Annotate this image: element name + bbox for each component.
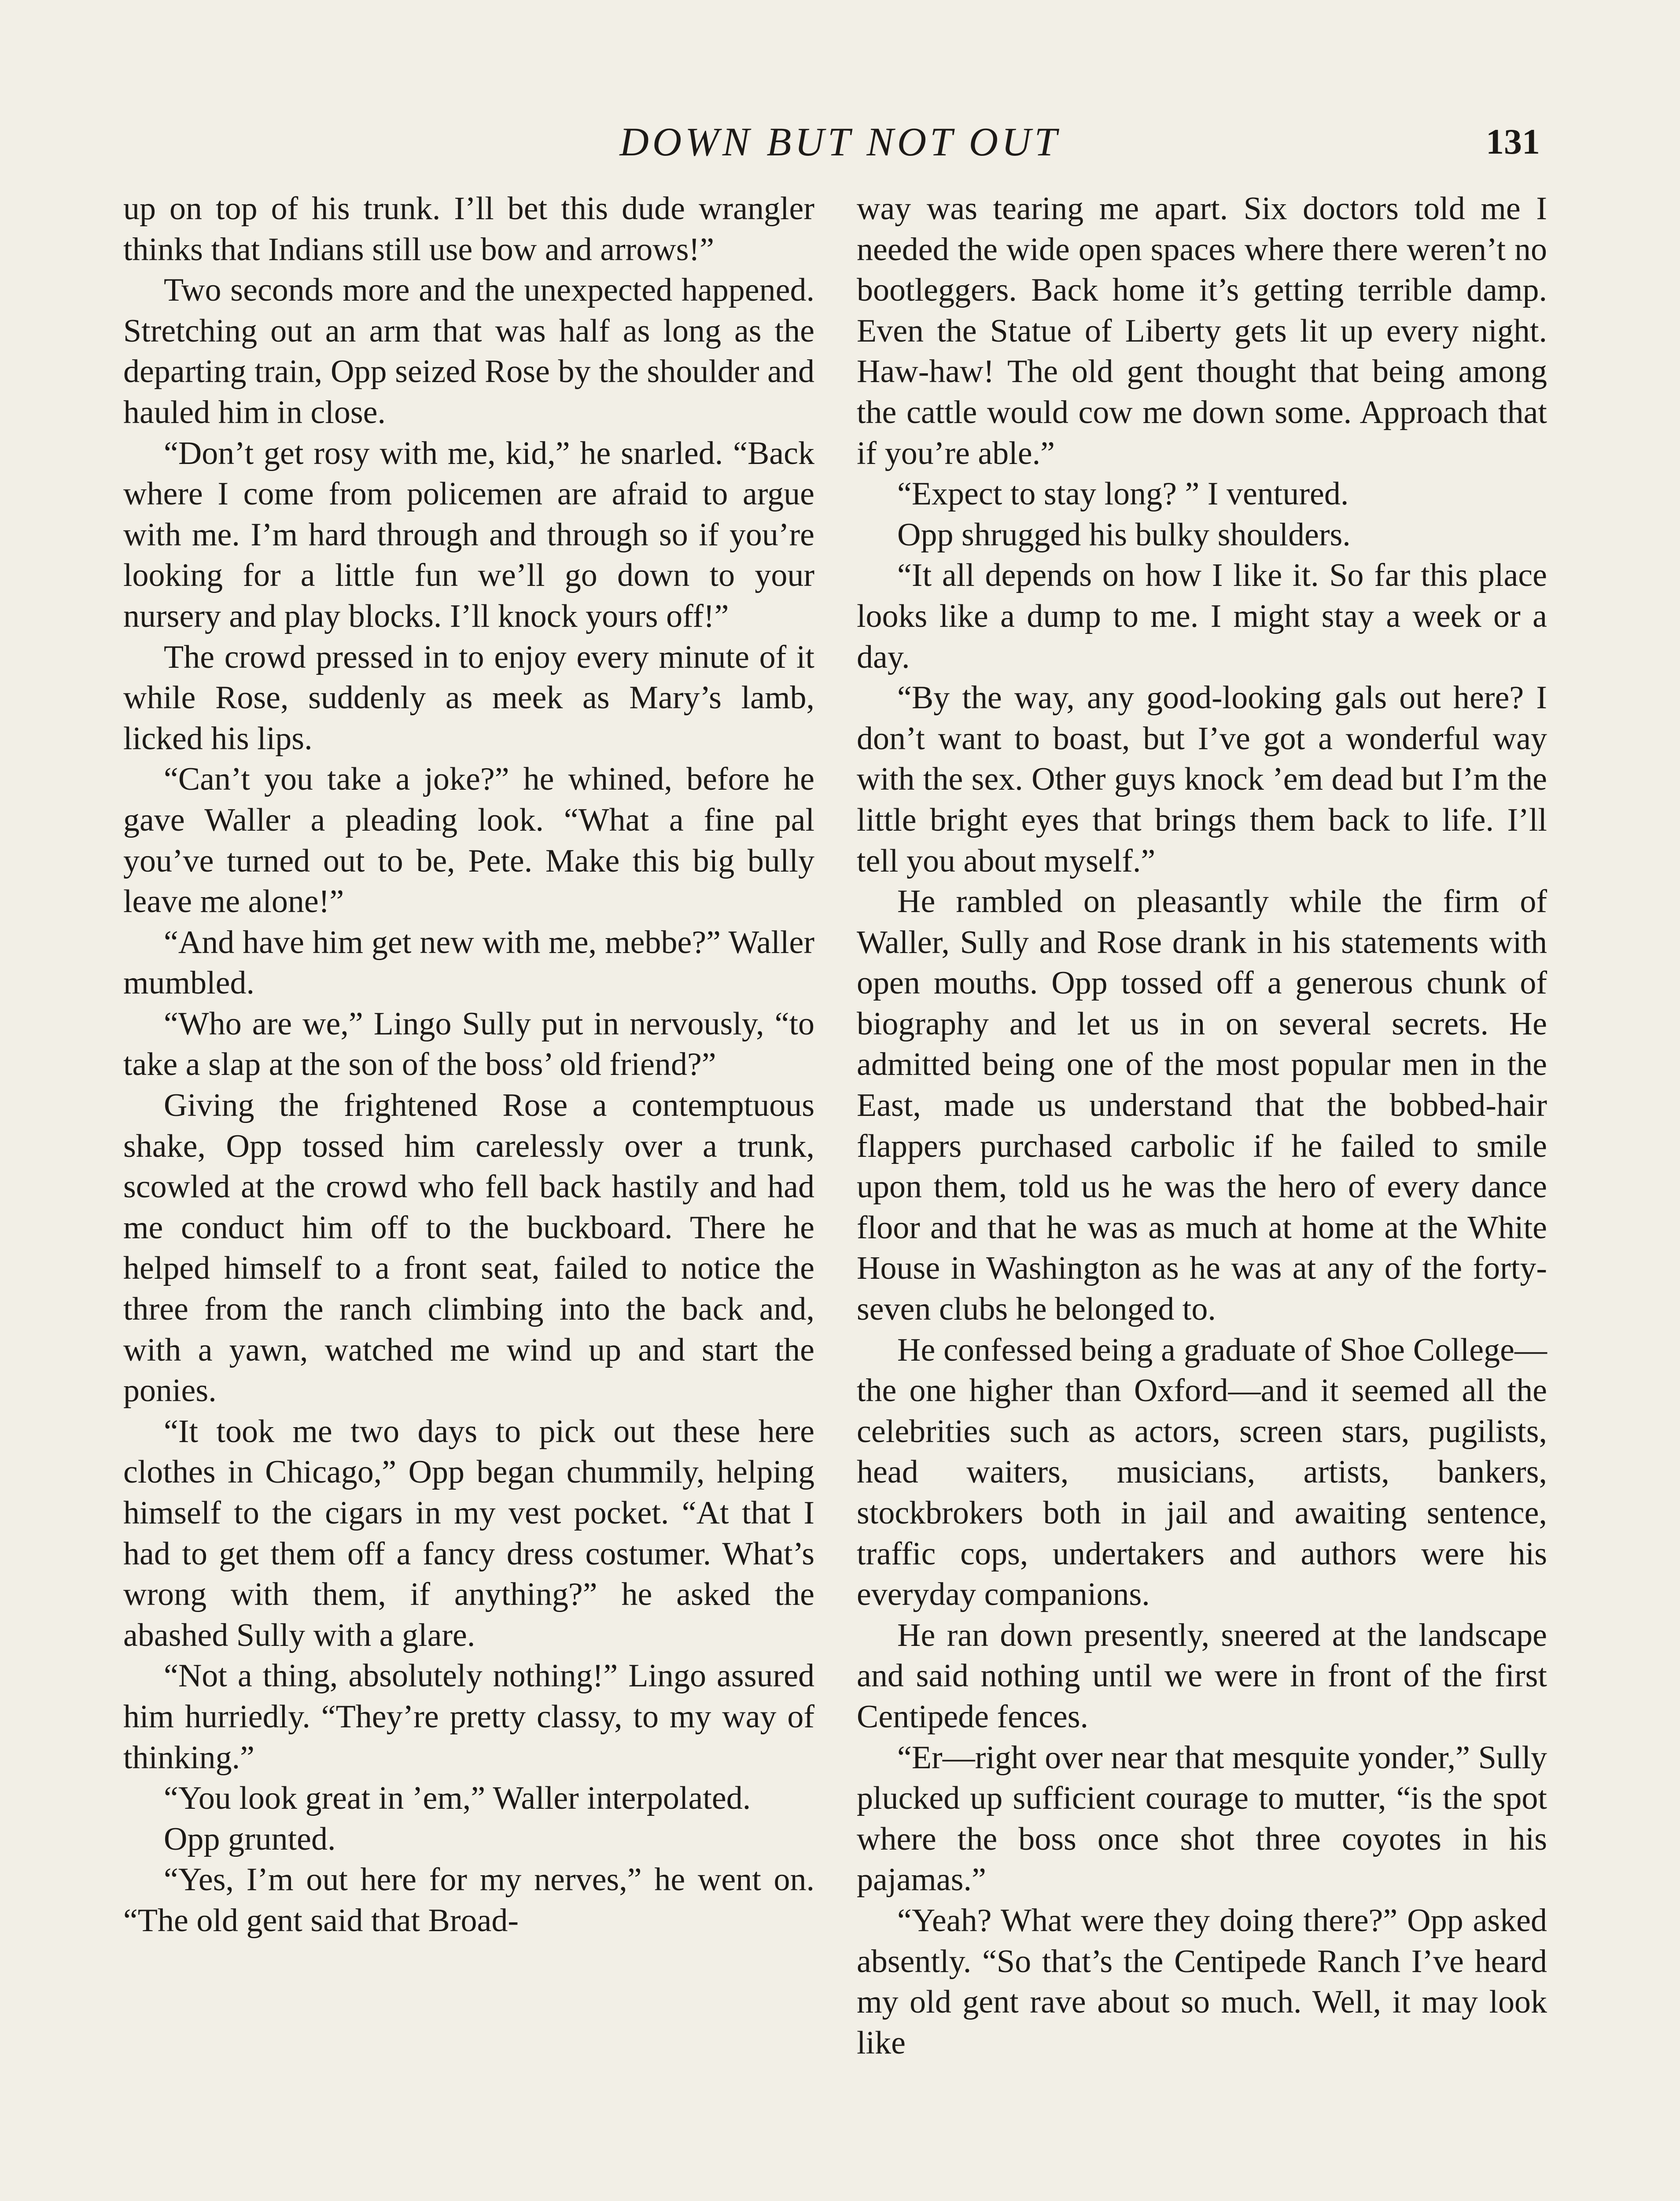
paragraph: “By the way, any good-looking gals out here? I don’t want to boast, but I’ve got a wonderful way with the sex. Other guys knock ’em dead but I’m the little bright eyes that brings them back to life. I’ll tell you about myself.” — [857, 680, 1547, 879]
running-title: DOWN BUT NOT OUT — [619, 119, 1061, 164]
page-number: 131 — [1486, 121, 1540, 162]
paragraph: “Don’t get rosy with me, kid,” he snarled. “Back where I come from policemen are afraid to argue with me. I’m hard through and through so if you’re looking for a little fun we’ll go down to your nursery and play blocks. I’ll knock yours off!” — [123, 435, 814, 634]
paragraph: He rambled on pleasantly while the firm of Waller, Sully and Rose drank in his statements with open mouths. Opp tossed off a generous chunk of biography and let us in on several secrets. He admitted being one of the most popular men in the East, made us understand that the bobbed-hair flappers purchased carbolic if he failed to smile upon them, told us he was the hero of every dance floor and that he was as much at home at the White House in Washington as he was at any of the forty-seven clubs he belonged to. — [857, 883, 1547, 1328]
paragraph: He confessed being a graduate of Shoe College—the one higher than Oxford—and it seemed all the celebrities such as actors, screen stars, pugilists, head waiters, musicians, artists, bankers, stockbrokers both in jail and awaiting sentence, traffic cops, undertakers and authors were his everyday companions. — [857, 1332, 1547, 1613]
paragraph: “Not a thing, absolutely nothing!” Lingo assured him hurriedly. “They’re pretty classy, to my way of thinking.” — [123, 1658, 814, 1776]
paragraph: “It took me two days to pick out these here clothes in Chicago,” Opp began chummily, helping himself to the cigars in my vest pocket. “At that I had to get them off a fancy dress costumer. What’s wrong with them, if anything?” he asked the abashed Sully with a glare. — [123, 1413, 814, 1653]
paragraph: “Who are we,” Lingo Sully put in nervously, “to take a slap at the son of the boss’ old friend?” — [123, 1005, 814, 1083]
left-column — [123, 188, 814, 1941]
paragraph: “Er—right over near that mesquite yonder,” Sully plucked up sufficient courage to mutter, “is the spot where the boss once shot three coyotes in his pajamas.” — [857, 1739, 1547, 1898]
paragraph: way was tearing me apart. Six doctors told me I needed the wide open spaces where there weren’t no bootleggers. Back home it’s getting terrible damp. Even the Statue of Liberty gets lit up every night. Haw-haw! The old gent thought that being among the cattle would cow me down some. Approach that if you’re able.” — [857, 191, 1547, 471]
paragraph: “Yeah? What were they doing there?” Opp asked absently. “So that’s the Centipede Ranch I’ve heard my old gent rave about so much. Well, it may look like — [857, 1902, 1547, 2061]
paragraph: Two seconds more and the unexpected happened. Stretching out an arm that was half as long as the departing train, Opp seized Rose by the shoulder and hauled him in close. — [123, 272, 814, 431]
paragraph: He ran down presently, sneered at the landscape and said nothing until we were in front of the first Centipede fences. — [857, 1617, 1547, 1735]
paragraph: “Can’t you take a joke?” he whined, before he gave Waller a pleading look. “What a fine pal you’ve turned out to be, Pete. Make this big bully leave me alone!” — [123, 761, 814, 920]
right-column — [857, 188, 1547, 2063]
paragraph: “Yes, I’m out here for my nerves,” he went on. “The old gent said that Broad- — [123, 1862, 814, 1939]
paragraph: Giving the frightened Rose a contemptuous shake, Opp tossed him carelessly over a trunk, scowled at the crowd who fell back hastily and had me conduct him off to the buckboard. There he helped himself to a front seat, failed to notice the three from the ranch climbing into the back and, with a yawn, watched me wind up and start the ponies. — [123, 1087, 814, 1409]
paragraph: “Expect to stay long? ” I ventured. — [897, 476, 1349, 512]
paragraph: Opp grunted. — [164, 1821, 336, 1857]
paragraph: The crowd pressed in to enjoy every minute of it while Rose, suddenly as meek as Mary’s lamb, licked his lips. — [123, 639, 814, 757]
paragraph: “And have him get new with me, mebbe?” Waller mumbled. — [123, 924, 814, 1001]
page-header — [0, 115, 1680, 173]
paragraph: Opp shrugged his bulky shoulders. — [897, 516, 1351, 553]
paragraph: “You look great in ’em,” Waller interpolated. — [164, 1780, 751, 1817]
paragraph: up on top of his trunk. I’ll bet this dude wrangler thinks that Indians still use bow and arrows!” — [123, 191, 814, 268]
paragraph: “It all depends on how I like it. So far this place looks like a dump to me. I might stay a week or a day. — [857, 557, 1547, 675]
